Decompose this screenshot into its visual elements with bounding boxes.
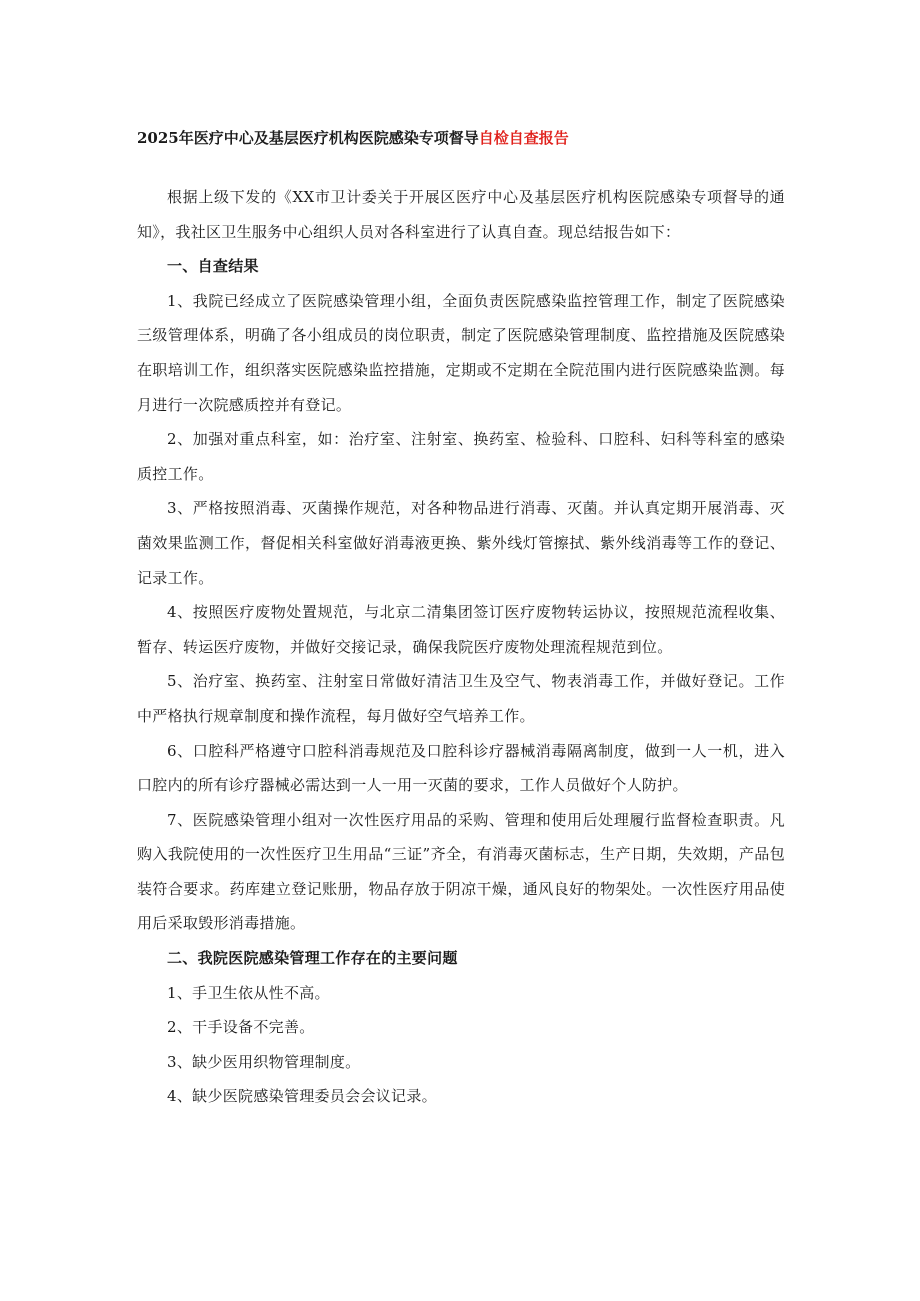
section1-item: 1、我院已经成立了医院感染管理小组，全面负责医院感染监控管理工作，制定了医院感染三级管理体系，明确了各小组成员的岗位职责，制定了医院感染管理制度、监控措施及医院感染在职培训工作，组织落实医院感染监控措施，定期或不定期在全院范围内进行医院感染监测。每月进行一次院感质控并有登记。: [137, 291, 785, 414]
section1-item: 2、加强对重点科室，如：治疗室、注射室、换药室、检验科、口腔科、妇科等科室的感染质控工作。: [137, 430, 785, 483]
intro-paragraph: 根据上级下发的《XX市卫计委关于开展区医疗中心及基层医疗机构医院感染专项督导的通知》，我社区卫生服务中心组织人员对各科室进行了认真自查。现总结报告如下：: [137, 188, 785, 241]
section1-item: 7、医院感染管理小组对一次性医疗用品的采购、管理和使用后处理履行监督检查职责。凡购入我院使用的一次性医疗卫生用品“三证”齐全，有消毒灭菌标志，生产日期，失效期，产品包装符合要求。药库建立登记账册，物品存放于阴凉干燥，通风良好的物架处。一次性医疗用品使用后采取毁形消毒措施。: [137, 810, 785, 933]
section1-item: 3、严格按照消毒、灭菌操作规范，对各种物品进行消毒、灭菌。并认真定期开展消毒、灭菌效果监测工作，督促相关科室做好消毒液更换、紫外线灯管擦拭、紫外线消毒等工作的登记、记录工作。: [137, 499, 785, 587]
title-main: 2025年医疗中心及基层医疗机构医院感染专项督导: [137, 129, 479, 147]
document-body: [137, 180, 785, 1114]
section2-item: 1、手卫生依从性不高。: [167, 983, 330, 1002]
document-title: [137, 128, 797, 148]
title-accent: 自检自查报告: [478, 129, 569, 147]
section2-item: 2、干手设备不完善。: [167, 1018, 315, 1037]
section2-item: 4、缺少医院感染管理委员会会议记录。: [167, 1087, 437, 1106]
section1-item: 6、口腔科严格遵守口腔科消毒规范及口腔科诊疗器械消毒隔离制度，做到一人一机，进入口腔内的所有诊疗器械必需达到一人一用一灭菌的要求，工作人员做好个人防护。: [137, 741, 785, 795]
section1-item: 5、治疗室、换药室、注射室日常做好清洁卫生及空气、物表消毒工作，并做好登记。工作中严格执行规章制度和操作流程，每月做好空气培养工作。: [137, 672, 785, 725]
section1-item: 4、按照医疗废物处置规范，与北京二清集团签订医疗废物转运协议，按照规范流程收集、暂存、转运医疗废物，并做好交接记录，确保我院医疗废物处理流程规范到位。: [137, 603, 785, 656]
section2-item: 3、缺少医用织物管理制度。: [167, 1052, 361, 1071]
section2-heading: 二、我院医院感染管理工作存在的主要问题: [167, 949, 458, 968]
section1-heading: 一、自查结果: [167, 257, 259, 276]
